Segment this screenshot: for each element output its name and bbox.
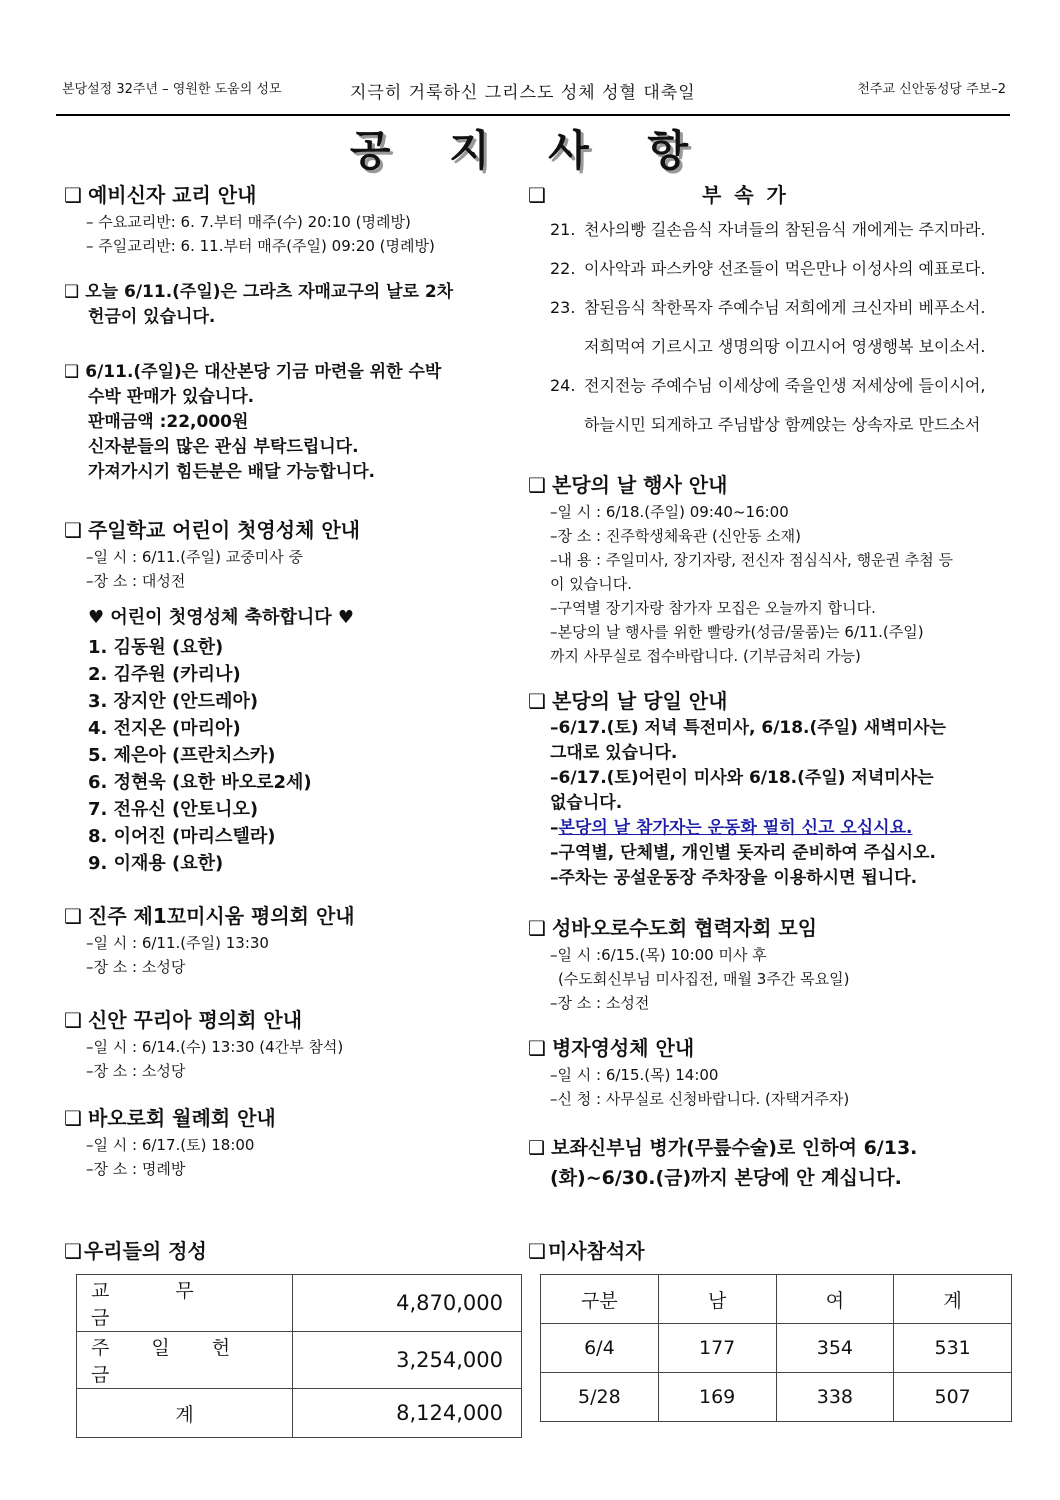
- watermelon-line-1: ❑ 6/11.(주일)은 대산본당 기금 마련을 위한 수박: [64, 362, 442, 382]
- checkbox-icon: ❑: [64, 1106, 82, 1130]
- checkbox-icon: ❑: [64, 282, 80, 302]
- table-cell: 338: [776, 1373, 894, 1422]
- section-title: ❑ 예비신자 교리 안내: [64, 183, 257, 207]
- list-item: 4. 전지온 (마리아): [88, 718, 241, 739]
- table-cell: 5/28: [541, 1373, 659, 1422]
- priest-notice-line-2: (화)~6/30.(금)까지 본당에 안 계십니다.: [550, 1167, 902, 1189]
- list-item: 1. 김동원 (요한): [88, 637, 224, 658]
- event-place: –장 소 : 소성전: [550, 994, 650, 1012]
- list-item: 7. 전유신 (안토니오): [88, 799, 259, 820]
- donation-notice: 까지 사무실로 접수바랍니다. (기부금처리 가능): [550, 647, 861, 665]
- hymn-verse: 저희먹여 기르시고 생명의땅 이끄시어 영생행복 보이소서.: [584, 337, 986, 356]
- section-first-communion: [64, 515, 519, 877]
- offering-label: 계: [77, 1389, 293, 1438]
- parking-notice: –주차는 공설운동장 주차장을 이용하시면 됩니다.: [550, 868, 918, 888]
- shoe-notice: –본당의 날 참가자는 운동화 필히 신고 오십시요.: [550, 818, 913, 838]
- section-title: ❑ 병자영성체 안내: [528, 1036, 695, 1060]
- event-date: –일 시 : 6/11.(주일) 교중미사 중: [86, 548, 303, 566]
- column-header: 여: [776, 1275, 894, 1324]
- watermelon-line: 신자분들의 많은 관심 부탁드립니다.: [88, 437, 359, 457]
- section-title: ❑ 진주 제1꼬미시움 평의회 안내: [64, 904, 355, 928]
- header-feast-title: 지극히 거룩하신 그리스도 성체 성혈 대축일: [350, 83, 696, 103]
- event-content: 이 있습니다.: [550, 575, 632, 593]
- list-item: 9. 이재용 (요한): [88, 853, 224, 874]
- offering-amount: 3,254,000: [293, 1332, 522, 1389]
- hymn-verses: [528, 210, 1012, 444]
- table-cell: 6/4: [541, 1324, 659, 1373]
- list-item: 3. 장지안 (안드레아): [88, 691, 259, 712]
- event-date: –일 시 : 6/17.(토) 18:00: [86, 1136, 255, 1154]
- table-row: [541, 1324, 1012, 1373]
- offering-amount: 4,870,000: [293, 1275, 522, 1332]
- offering-title: ❑ 우리들의 정성: [64, 1239, 207, 1263]
- column-header: 계: [894, 1275, 1012, 1324]
- offering-label: 주 일 헌 금: [77, 1332, 293, 1389]
- header-divider: [56, 114, 1010, 116]
- checkbox-icon: ❑: [64, 904, 82, 928]
- list-item: 5. 제은아 (프란치스카): [88, 745, 276, 766]
- table-header-row: [541, 1275, 1012, 1324]
- checkbox-icon: ❑: [528, 916, 546, 940]
- table-cell: 169: [658, 1373, 776, 1422]
- event-place: –장 소 : 명례방: [86, 1160, 186, 1178]
- offering-table: [76, 1274, 522, 1438]
- section-collection: [64, 280, 519, 330]
- event-place: –장 소 : 대성전: [86, 572, 186, 590]
- notice-line: –6/17.(토)어린이 미사와 6/18.(주일) 저녁미사는: [550, 768, 934, 788]
- section-watermelon: [64, 360, 519, 485]
- checkbox-icon: ❑: [64, 1008, 82, 1032]
- children-list: [64, 634, 519, 877]
- section-pauline-coop: [528, 913, 1012, 1015]
- checkbox-icon: ❑: [528, 1137, 546, 1159]
- notice-line: 그대로 있습니다.: [550, 743, 678, 763]
- section-sinan-curia: [64, 1005, 519, 1083]
- donation-notice: –본당의 날 행사를 위한 빨랑카(성금/물품)는 6/11.(주일): [550, 623, 924, 641]
- checkbox-icon: ❑: [528, 1239, 546, 1263]
- event-date: –일 시 : 6/18.(주일) 09:40~16:00: [550, 503, 789, 521]
- mat-notice: –구역별, 단체별, 개인별 돗자리 준비하여 주십시오.: [550, 843, 936, 863]
- watermelon-price: 판매금액 :22,000원: [88, 412, 249, 432]
- watermelon-line: 수박 판매가 있습니다.: [88, 387, 255, 407]
- table-row: [77, 1332, 522, 1389]
- checkbox-icon: ❑: [528, 473, 546, 497]
- collection-line-2: 헌금이 있습니다.: [88, 307, 216, 327]
- shoe-link[interactable]: 본당의 날 참가자는 운동화 필히 신고 오십시요.: [558, 818, 913, 838]
- event-place: –장 소 : 소성당: [86, 958, 186, 976]
- hymn-verse: 하늘시민 되게하고 주님밥상 함께앉는 상속자로 만드소서: [584, 415, 981, 434]
- watermelon-line: 가져가시기 힘든분은 배달 가능합니다.: [88, 462, 375, 482]
- section-title: ❑ 부 속 가: [528, 183, 789, 207]
- left-column: [64, 180, 519, 1181]
- right-column: [528, 180, 1012, 1193]
- hymn-verse: 24. 전지전능 주예수님 이세상에 죽을인생 저세상에 들이시어,: [550, 376, 986, 395]
- event-apply: –신 청 : 사무실로 신청바랍니다. (자택거주자): [550, 1090, 850, 1108]
- list-item: 6. 정현욱 (요한 바오로2세): [88, 772, 312, 793]
- section-hymn: [528, 180, 1012, 444]
- list-item: 2. 김주원 (카리나): [88, 664, 241, 685]
- page-title: 공 지 사 항: [349, 126, 711, 175]
- notice-line: –6/17.(토) 저녁 특전미사, 6/18.(주일) 새벽미사는: [550, 718, 946, 738]
- section-title: ❑ 본당의 날 행사 안내: [528, 473, 728, 497]
- checkbox-icon: ❑: [64, 183, 82, 207]
- section-paul-meeting: [64, 1103, 519, 1181]
- header-parish-anniversary: 본당설정 32주년 – 영원한 도움의 성모: [62, 82, 282, 97]
- section-title: ❑ 신안 꾸리아 평의회 안내: [64, 1008, 303, 1032]
- talent-notice: –구역별 장기자랑 참가자 모집은 오늘까지 합니다.: [550, 599, 876, 617]
- collection-line-1: ❑ 오늘 6/11.(주일)은 그라츠 자매교구의 날로 2차: [64, 282, 454, 302]
- congrats-heading: ♥ 어린이 첫영성체 축하합니다 ♥: [88, 607, 354, 628]
- hymn-verse: 23. 참된음식 착한목자 주예수님 저희에게 크신자비 베푸소서.: [550, 298, 986, 317]
- header-bulletin-page: 천주교 신안동성당 주보–2: [857, 82, 1006, 97]
- section-parish-day-notice: [528, 686, 1012, 891]
- table-cell: 507: [894, 1373, 1012, 1422]
- page-header: [58, 78, 1010, 104]
- table-row: [77, 1275, 522, 1332]
- table-cell: 531: [894, 1324, 1012, 1373]
- checkbox-icon: ❑: [528, 689, 546, 713]
- section-catechumen: [64, 180, 519, 258]
- section-title: ❑ 바오로회 월례회 안내: [64, 1106, 276, 1130]
- list-item: 8. 이어진 (마리스텔라): [88, 826, 276, 847]
- text-line: – 수요교리반: 6. 7.부터 매주(수) 20:10 (명례방): [86, 213, 411, 231]
- table-row: [77, 1389, 522, 1438]
- section-title: ❑ 성바오로수도회 협력자회 모임: [528, 916, 818, 940]
- event-content: –내 용 : 주일미사, 장기자랑, 전신자 점심식사, 행운권 추첨 등: [550, 551, 954, 569]
- event-place: –장 소 : 진주학생체육관 (신안동 소재): [550, 527, 801, 545]
- section-assistant-priest: [528, 1133, 1012, 1193]
- event-place: –장 소 : 소성당: [86, 1062, 186, 1080]
- section-parish-day: [528, 470, 1012, 668]
- attendance-title: ❑ 미사참석자: [528, 1239, 645, 1263]
- table-cell: 354: [776, 1324, 894, 1373]
- section-jinju-council: [64, 901, 519, 979]
- column-header: 구분: [541, 1275, 659, 1324]
- table-row: [541, 1373, 1012, 1422]
- checkbox-icon: ❑: [528, 183, 546, 207]
- event-note: (수도회신부님 미사집전, 매월 3주간 목요일): [558, 970, 850, 988]
- priest-notice-line-1: ❑ 보좌신부님 병가(무릎수술)로 인하여 6/13.: [528, 1137, 918, 1159]
- section-sick-communion: [528, 1033, 1012, 1111]
- section-title: ❑ 주일학교 어린이 첫영성체 안내: [64, 518, 360, 542]
- offering-amount: 8,124,000: [293, 1389, 522, 1438]
- notice-line: 없습니다.: [550, 793, 623, 813]
- event-date: –일 시 : 6/15.(목) 14:00: [550, 1066, 719, 1084]
- event-date: –일 시 :6/15.(목) 10:00 미사 후: [550, 946, 767, 964]
- hymn-verse: 22. 이사악과 파스카양 선조들이 먹은만나 이성사의 예표로다.: [550, 259, 986, 278]
- table-cell: 177: [658, 1324, 776, 1373]
- checkbox-icon: ❑: [64, 362, 80, 382]
- checkbox-icon: ❑: [64, 518, 82, 542]
- text-line: – 주일교리반: 6. 11.부터 매주(주일) 09:20 (명례방): [86, 237, 435, 255]
- attendance-table: [540, 1274, 1012, 1422]
- offering-label: 교 무 금: [77, 1275, 293, 1332]
- section-title: ❑ 본당의 날 당일 안내: [528, 689, 728, 713]
- checkbox-icon: ❑: [64, 1239, 82, 1263]
- event-date: –일 시 : 6/14.(수) 13:30 (4간부 참석): [86, 1038, 344, 1056]
- checkbox-icon: ❑: [528, 1036, 546, 1060]
- event-date: –일 시 : 6/11.(주일) 13:30: [86, 934, 269, 952]
- hymn-verse: 21. 천사의빵 길손음식 자녀들의 참된음식 개에게는 주지마라.: [550, 220, 986, 239]
- column-header: 남: [658, 1275, 776, 1324]
